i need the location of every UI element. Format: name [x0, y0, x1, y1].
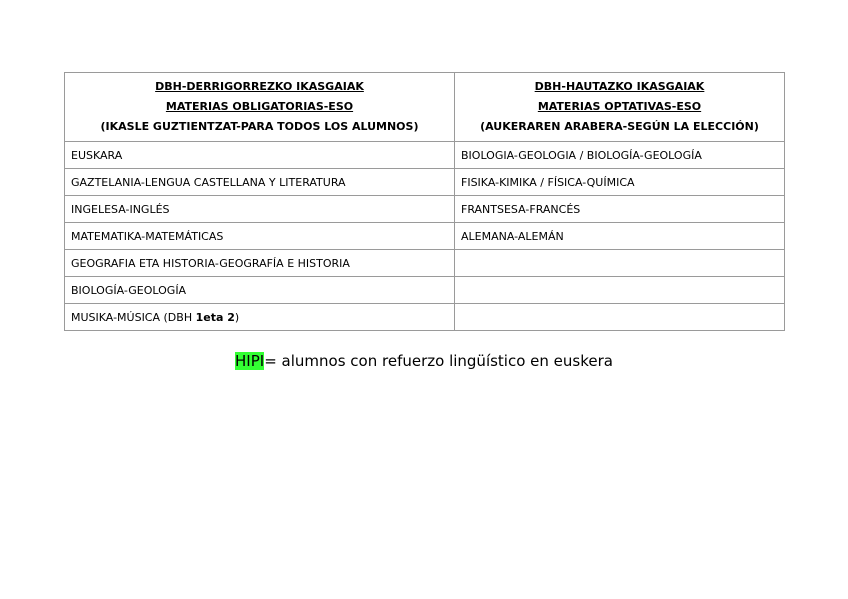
legend-highlight: HIPI [235, 352, 265, 370]
table-row [65, 169, 785, 196]
optional-subject [455, 304, 785, 331]
table-row [65, 196, 785, 223]
mandatory-subject-music [65, 304, 455, 331]
table-row [65, 304, 785, 331]
table-row [65, 223, 785, 250]
mandatory-header-line3: (IKASLE GUZTIENTZAT-PARA TODOS LOS ALUMNOS) [100, 120, 419, 133]
optional-subject: FRANTSESA-FRANCÉS [455, 196, 785, 223]
table-row [65, 142, 785, 169]
mandatory-subject: EUSKARA [65, 142, 455, 169]
legend-text: = alumnos con refuerzo lingüístico en euskera [264, 352, 613, 370]
mandatory-header [65, 73, 455, 142]
optional-subject [455, 277, 785, 304]
music-suffix: ) [234, 310, 240, 324]
mandatory-subject: GAZTELANIA-LENGUA CASTELLANA Y LITERATURA [65, 169, 455, 196]
mandatory-header-line1: DBH-DERRIGORREZKO IKASGAIAK [155, 80, 364, 93]
table-row [65, 250, 785, 277]
optional-subject: BIOLOGIA-GEOLOGIA / BIOLOGÍA-GEOLOGÍA [455, 142, 785, 169]
music-years: 1eta 2 [195, 310, 235, 324]
music-prefix: MUSIKA-MÚSICA (DBH [71, 310, 196, 324]
optional-subject: ALEMANA-ALEMÁN [455, 223, 785, 250]
optional-subject: FISIKA-KIMIKA / FÍSICA-QUÍMICA [455, 169, 785, 196]
mandatory-subject: MATEMATIKA-MATEMÁTICAS [65, 223, 455, 250]
optional-header-line1: DBH-HAUTAZKO IKASGAIAK [534, 80, 705, 93]
mandatory-subject: GEOGRAFIA ETA HISTORIA-GEOGRAFÍA E HISTORIA [65, 250, 455, 277]
optional-header-line3: (AUKERAREN ARABERA-SEGÚN LA ELECCIÓN) [480, 120, 759, 133]
subjects-table [64, 72, 785, 331]
legend [0, 352, 848, 370]
mandatory-header-line2: MATERIAS OBLIGATORIAS-ESO [165, 100, 354, 113]
table-header-row [65, 73, 785, 142]
mandatory-subject: INGELESA-INGLÉS [65, 196, 455, 223]
optional-header [455, 73, 785, 142]
optional-header-line2: MATERIAS OPTATIVAS-ESO [537, 100, 702, 113]
table-row [65, 277, 785, 304]
mandatory-subject: BIOLOGÍA-GEOLOGÍA [65, 277, 455, 304]
optional-subject [455, 250, 785, 277]
